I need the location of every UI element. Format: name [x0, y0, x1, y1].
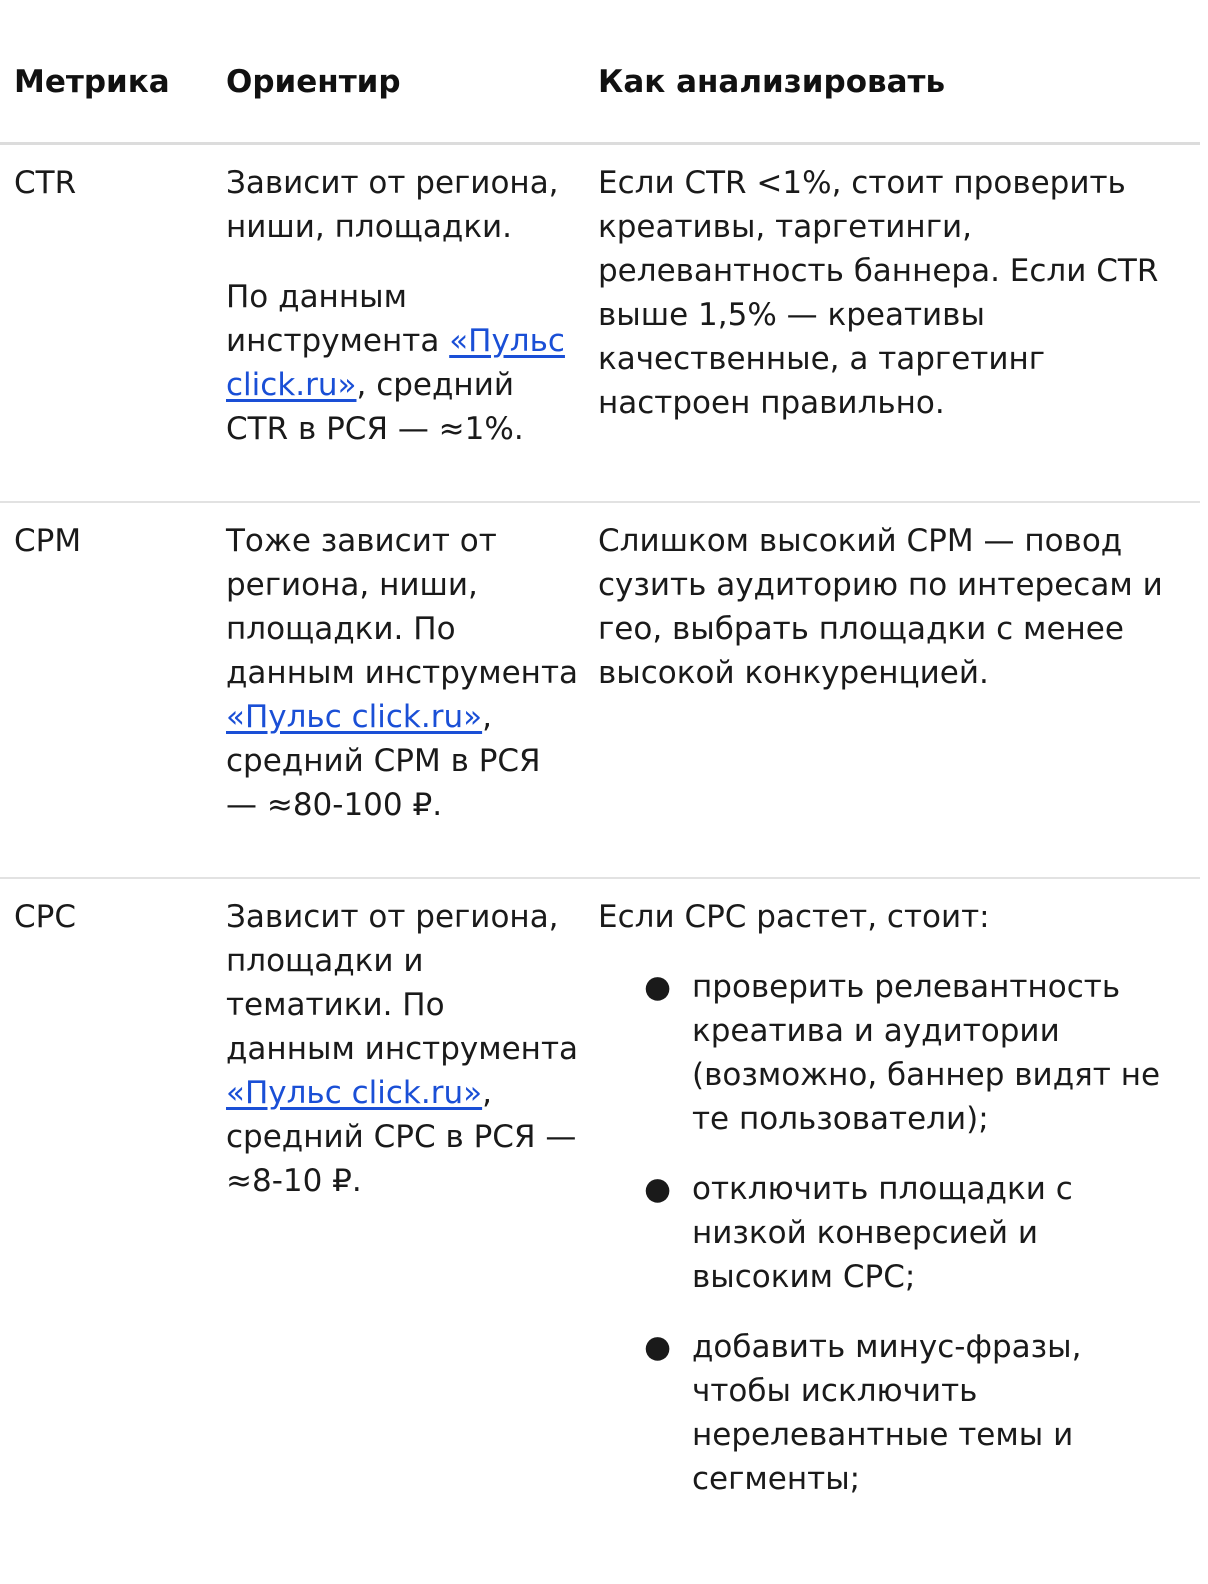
header-analysis: Как анализировать: [598, 0, 1200, 144]
analysis-cell: Если CTR <1%, стоит проверить креативы, таргетинги, релевантность баннера. Если CTR выше 1,5% — креативы качественные, а таргетинг настроен правильно.: [598, 144, 1200, 503]
benchmark-paragraph: Зависит от региона, ниши, площадки.: [226, 165, 559, 245]
benchmark-paragraph: [226, 275, 578, 451]
table-row: [0, 502, 1200, 878]
table-row: [0, 878, 1200, 1577]
bullet-icon: ●: [644, 969, 672, 1005]
benchmark-text-post: , средний CTR в РСЯ — ≈1%.: [226, 367, 524, 447]
bullet-icon: ●: [644, 1171, 672, 1207]
puls-clickru-link[interactable]: «Пульс click.ru»: [226, 323, 565, 403]
benchmark-cell: [226, 144, 598, 503]
benchmark-text-post: , средний CPM в РСЯ — ≈80-100 ₽.: [226, 699, 541, 823]
puls-clickru-link[interactable]: «Пульс click.ru»: [226, 1075, 483, 1111]
benchmark-text-pre: Тоже зависит от региона, ниши, площадки. По данным инструмента: [226, 523, 579, 691]
metric-cell: CTR: [0, 144, 226, 503]
benchmark-paragraph: [226, 895, 578, 1203]
benchmark-cell: [226, 502, 598, 878]
benchmark-cell: [226, 878, 598, 1577]
list-item: [644, 1167, 1180, 1299]
benchmark-text-pre: По данным инструмента: [226, 279, 450, 359]
bullet-icon: ●: [644, 1329, 672, 1365]
table-header-row: [0, 0, 1200, 144]
analysis-cell: Слишком высокий CPM — повод сузить аудиторию по интересам и гео, выбрать площадки с менее высокой конкуренцией.: [598, 502, 1200, 878]
analysis-intro: Если CPC растет, стоит:: [598, 899, 990, 935]
analysis-bullet-list: [598, 965, 1180, 1501]
header-benchmark: Ориентир: [226, 0, 598, 144]
analysis-cell: [598, 878, 1200, 1577]
metric-cell: CPC: [14, 899, 76, 935]
list-item-text: проверить релевантность креатива и аудитории (возможно, баннер видят не те пользователи);: [692, 969, 1161, 1137]
list-item: [644, 1325, 1180, 1501]
list-item: [644, 965, 1180, 1141]
puls-clickru-link[interactable]: «Пульс click.ru»: [226, 699, 483, 735]
header-metric: Метрика: [0, 0, 226, 144]
list-item-text: добавить минус-фразы, чтобы исключить нерелевантные темы и сегменты;: [692, 1329, 1082, 1497]
table-row: [0, 144, 1200, 503]
metric-cell: CPM: [0, 502, 226, 878]
benchmark-paragraph: [226, 519, 578, 827]
benchmark-text-pre: Зависит от региона, площадки и тематики. По данным инструмента: [226, 899, 579, 1067]
list-item-text: отключить площадки с низкой конверсией и высоким CPC;: [692, 1171, 1073, 1295]
benchmark-text-post: , средний CPC в РСЯ — ≈8-10 ₽.: [226, 1075, 577, 1199]
